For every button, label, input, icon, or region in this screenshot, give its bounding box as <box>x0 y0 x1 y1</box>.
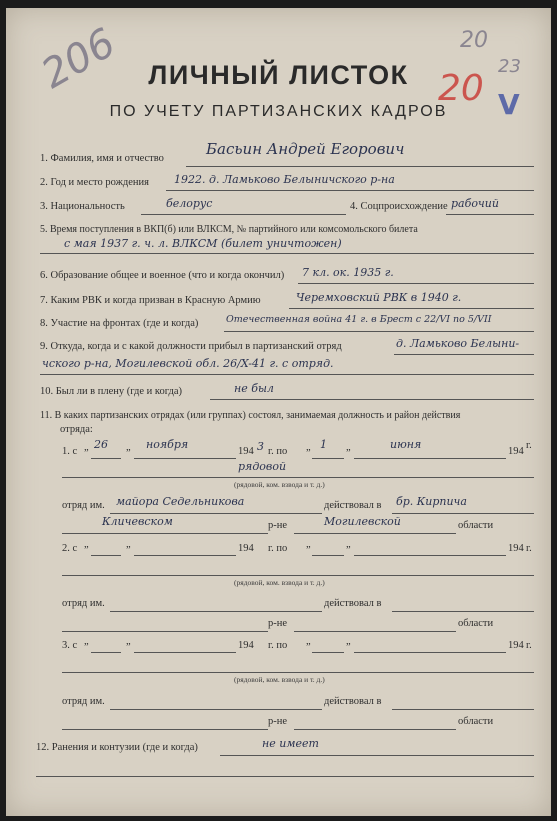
detachment-1-position: рядовой <box>238 460 287 473</box>
detachment-1-from-day: 26 <box>94 438 108 451</box>
detachment-1-to-day: 1 <box>320 438 327 451</box>
field-2-value: 1922. д. Ламьково Белыничского р-на <box>174 173 395 186</box>
field-7-value: Черемховский РВК в 1940 г. <box>296 291 462 304</box>
field-9-label: 9. Откуда, когда и с какой должности прибыл в партизанский отряд <box>40 341 342 352</box>
page-subtitle: ПО УЧЕТУ ПАРТИЗАНСКИХ КАДРОВ <box>109 103 448 120</box>
pencil-annotation-top-right: 20 <box>460 28 488 53</box>
field-3-label: 3. Национальность <box>40 201 125 212</box>
detachment-2-number: 2. с <box>62 543 78 554</box>
pencil-annotation-top-right-2: 23 <box>498 56 521 77</box>
field-4-value: рабочий <box>451 197 499 210</box>
field-5-label: 5. Время поступления в ВКП(б) или ВЛКСМ, № партийного или комсомольского билета <box>40 224 418 235</box>
page-title: ЛИЧНЫЙ ЛИСТОК <box>148 60 409 90</box>
field-3-value: белорус <box>166 197 213 210</box>
field-11-label: 11. В каких партизанских отрядах (или группах) состоял, занимаемая должность и район действия <box>40 410 461 421</box>
detachment-1-from-month: ноября <box>146 438 189 451</box>
field-8-value: Отечественная война 41 г. в Брест с 22/VI по 5/VII <box>226 314 492 325</box>
detachment-1-acted-in: бр. Кирпича <box>396 495 467 508</box>
detachment-1-number: 1. с <box>62 446 78 457</box>
field-2-label: 2. Год и место рождения <box>40 177 149 188</box>
field-8-label: 8. Участие на фронтах (где и когда) <box>40 318 199 329</box>
blue-check-mark: V <box>498 88 520 121</box>
field-11-label-cont: отряда: <box>60 424 93 435</box>
field-4-label: 4. Соцпроисхождение <box>350 201 448 212</box>
pencil-annotation-left: 206 <box>34 19 124 98</box>
detachment-1-to-month: июня <box>390 438 422 451</box>
detachment-1-region: Могилевской <box>324 515 401 528</box>
field-9-value-start: д. Ламьково Белыни- <box>396 337 520 350</box>
detachment-1-district: Кличевском <box>102 515 173 528</box>
field-12-label: 12. Ранения и контузии (где и когда) <box>36 742 198 753</box>
field-9-value-cont: чского р-на, Могилевской обл. 26/X-41 г. с отряд. <box>42 357 334 370</box>
detachment-3-number: 3. с <box>62 640 78 651</box>
document-sheet: 206 20 23 20 V ЛИЧНЫЙ ЛИСТОК ПО УЧЕТУ ПАРТИЗАНСКИХ КАДРОВ 1. Фамилия, имя и отчество Басьин Андрей Егорович 2. Год и место рождения 1922. д. Ламьково Белыничского р-на 3. Национальность белорус 4. Соцпроисхождение рабочий 5. Время поступления в ВКП(б) или ВЛКСМ, № партийного или комсомольского билета с мая 1937 г. ч. л. ВЛКСМ (билет уничтожен) 6. Образование общее и военное (что и когда окончил) 7 кл. ок. 1935 г. 7. Каким РВК и когда призван в Красную Армию Черемховский РВК в 1940 г. 8. Участие на фронтах (где и когда) Отечественная война 41 г. в Брест с 22/VI по 5/VII 9. Откуда, когда и с какой должности прибыл в партизанский отряд д. Ламьково Белыни- чского р-на, Могилевской обл. 26/X-41 г. с отряд. 10. Был ли в плену (где и когда) не был 11. В каких партизанских отрядах (или группах) состоял, занимаемая должность и район действия отряда: 1. с „ 26 „ ноября 194 3 г. по „ 1 „ июня 194 г. рядовой (рядовой, ком. взвода и т. д.) отряд им. майора Седельникова действовал в бр. Кирпича Кличевском р-не Могилевской области 2. с „ „ 194 г. по „ „ 194 г. (рядовой, ком. взвода и т. д.) отряд им. действовал в р-не области 3. с „ „ 194 г. по „ „ 194 г. (рядовой, ком. взвода и т. д.) отряд им. действовал в р-не области 12. Ранения и контузии (где и когда) не имеет <box>6 8 551 816</box>
field-1-value: Басьин Андрей Егорович <box>206 140 405 158</box>
field-6-label: 6. Образование общее и военное (что и когда окончил) <box>40 270 285 281</box>
field-1-label: 1. Фамилия, имя и отчество <box>40 153 164 164</box>
field-10-value: не был <box>234 382 274 395</box>
red-annotation: 20 <box>438 68 484 109</box>
field-6-value: 7 кл. ок. 1935 г. <box>302 266 394 279</box>
field-7-label: 7. Каким РВК и когда призван в Красную Армию <box>40 295 261 306</box>
field-10-label: 10. Был ли в плену (где и когда) <box>40 386 183 397</box>
field-5-value: с мая 1937 г. ч. л. ВЛКСМ (билет уничтожен) <box>64 237 342 250</box>
field-12-value: не имеет <box>262 737 319 750</box>
detachment-1-name: майора Седельникова <box>116 495 245 508</box>
